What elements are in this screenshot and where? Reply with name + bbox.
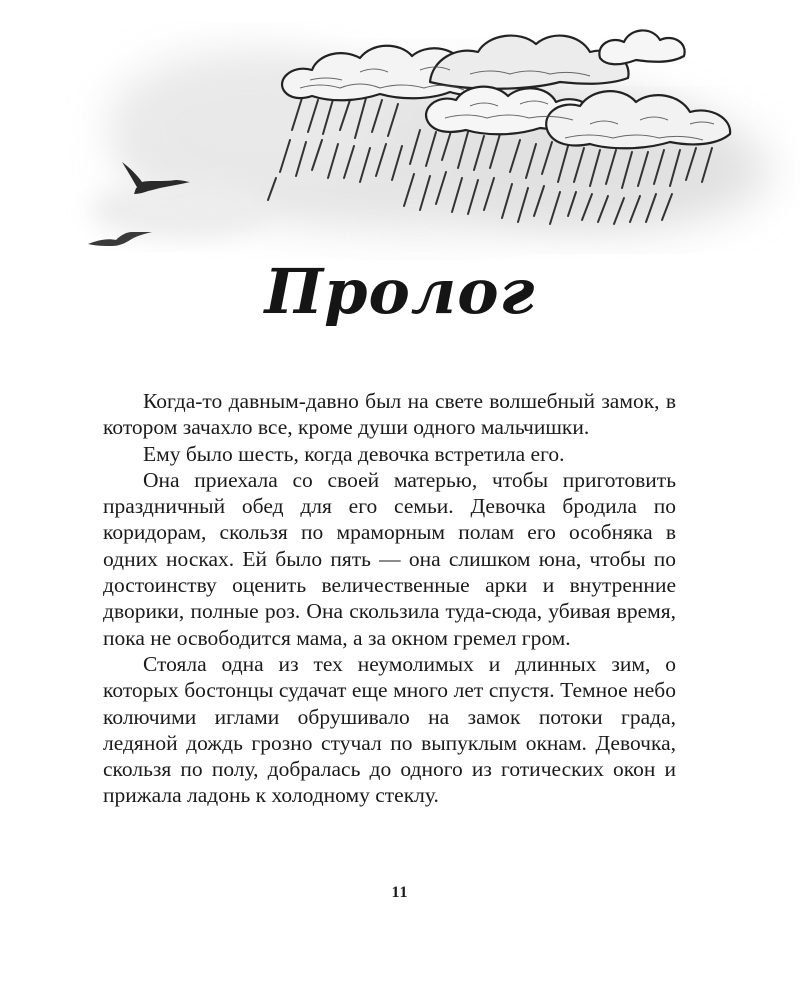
paragraph: Ему было шесть, когда девочка встретила его. <box>143 441 565 466</box>
chapter-title: Пролог <box>264 255 536 328</box>
storm-illustration <box>0 0 800 260</box>
body-text <box>103 388 676 809</box>
paragraph: Когда-то давным-давно был на свете волшебный замок, в котором зачахло все, кроме души одного мальчишки. <box>103 389 676 440</box>
paragraph: Она приехала со своей матерью, чтобы приготовить праздничный обед для его семьи. Девочка бродила по коридорам, скользя по мраморным полам его особняка в одних носках. Ей было пять — она слишком юна, чтобы по достоинству оценить величественные арки и внутренние дворики, полные роз. Она скользила туда-сюда, убивая время, пока не освободится мама, а за окном гремел гром. <box>103 467 676 650</box>
paragraph: Стояла одна из тех неумолимых и длинных зим, о которых бостонцы судачат еще много лет спустя. Темное небо колючими иглами обрушивало на замок потоки града, ледяной дождь грозно стучал по выпуклым окнам. Девочка, скользя по полу, добралась до одного из готических окон и прижала ладонь к холодному стеклу. <box>103 651 676 808</box>
bird-icon <box>88 232 152 246</box>
page-number: 11 <box>391 884 409 901</box>
